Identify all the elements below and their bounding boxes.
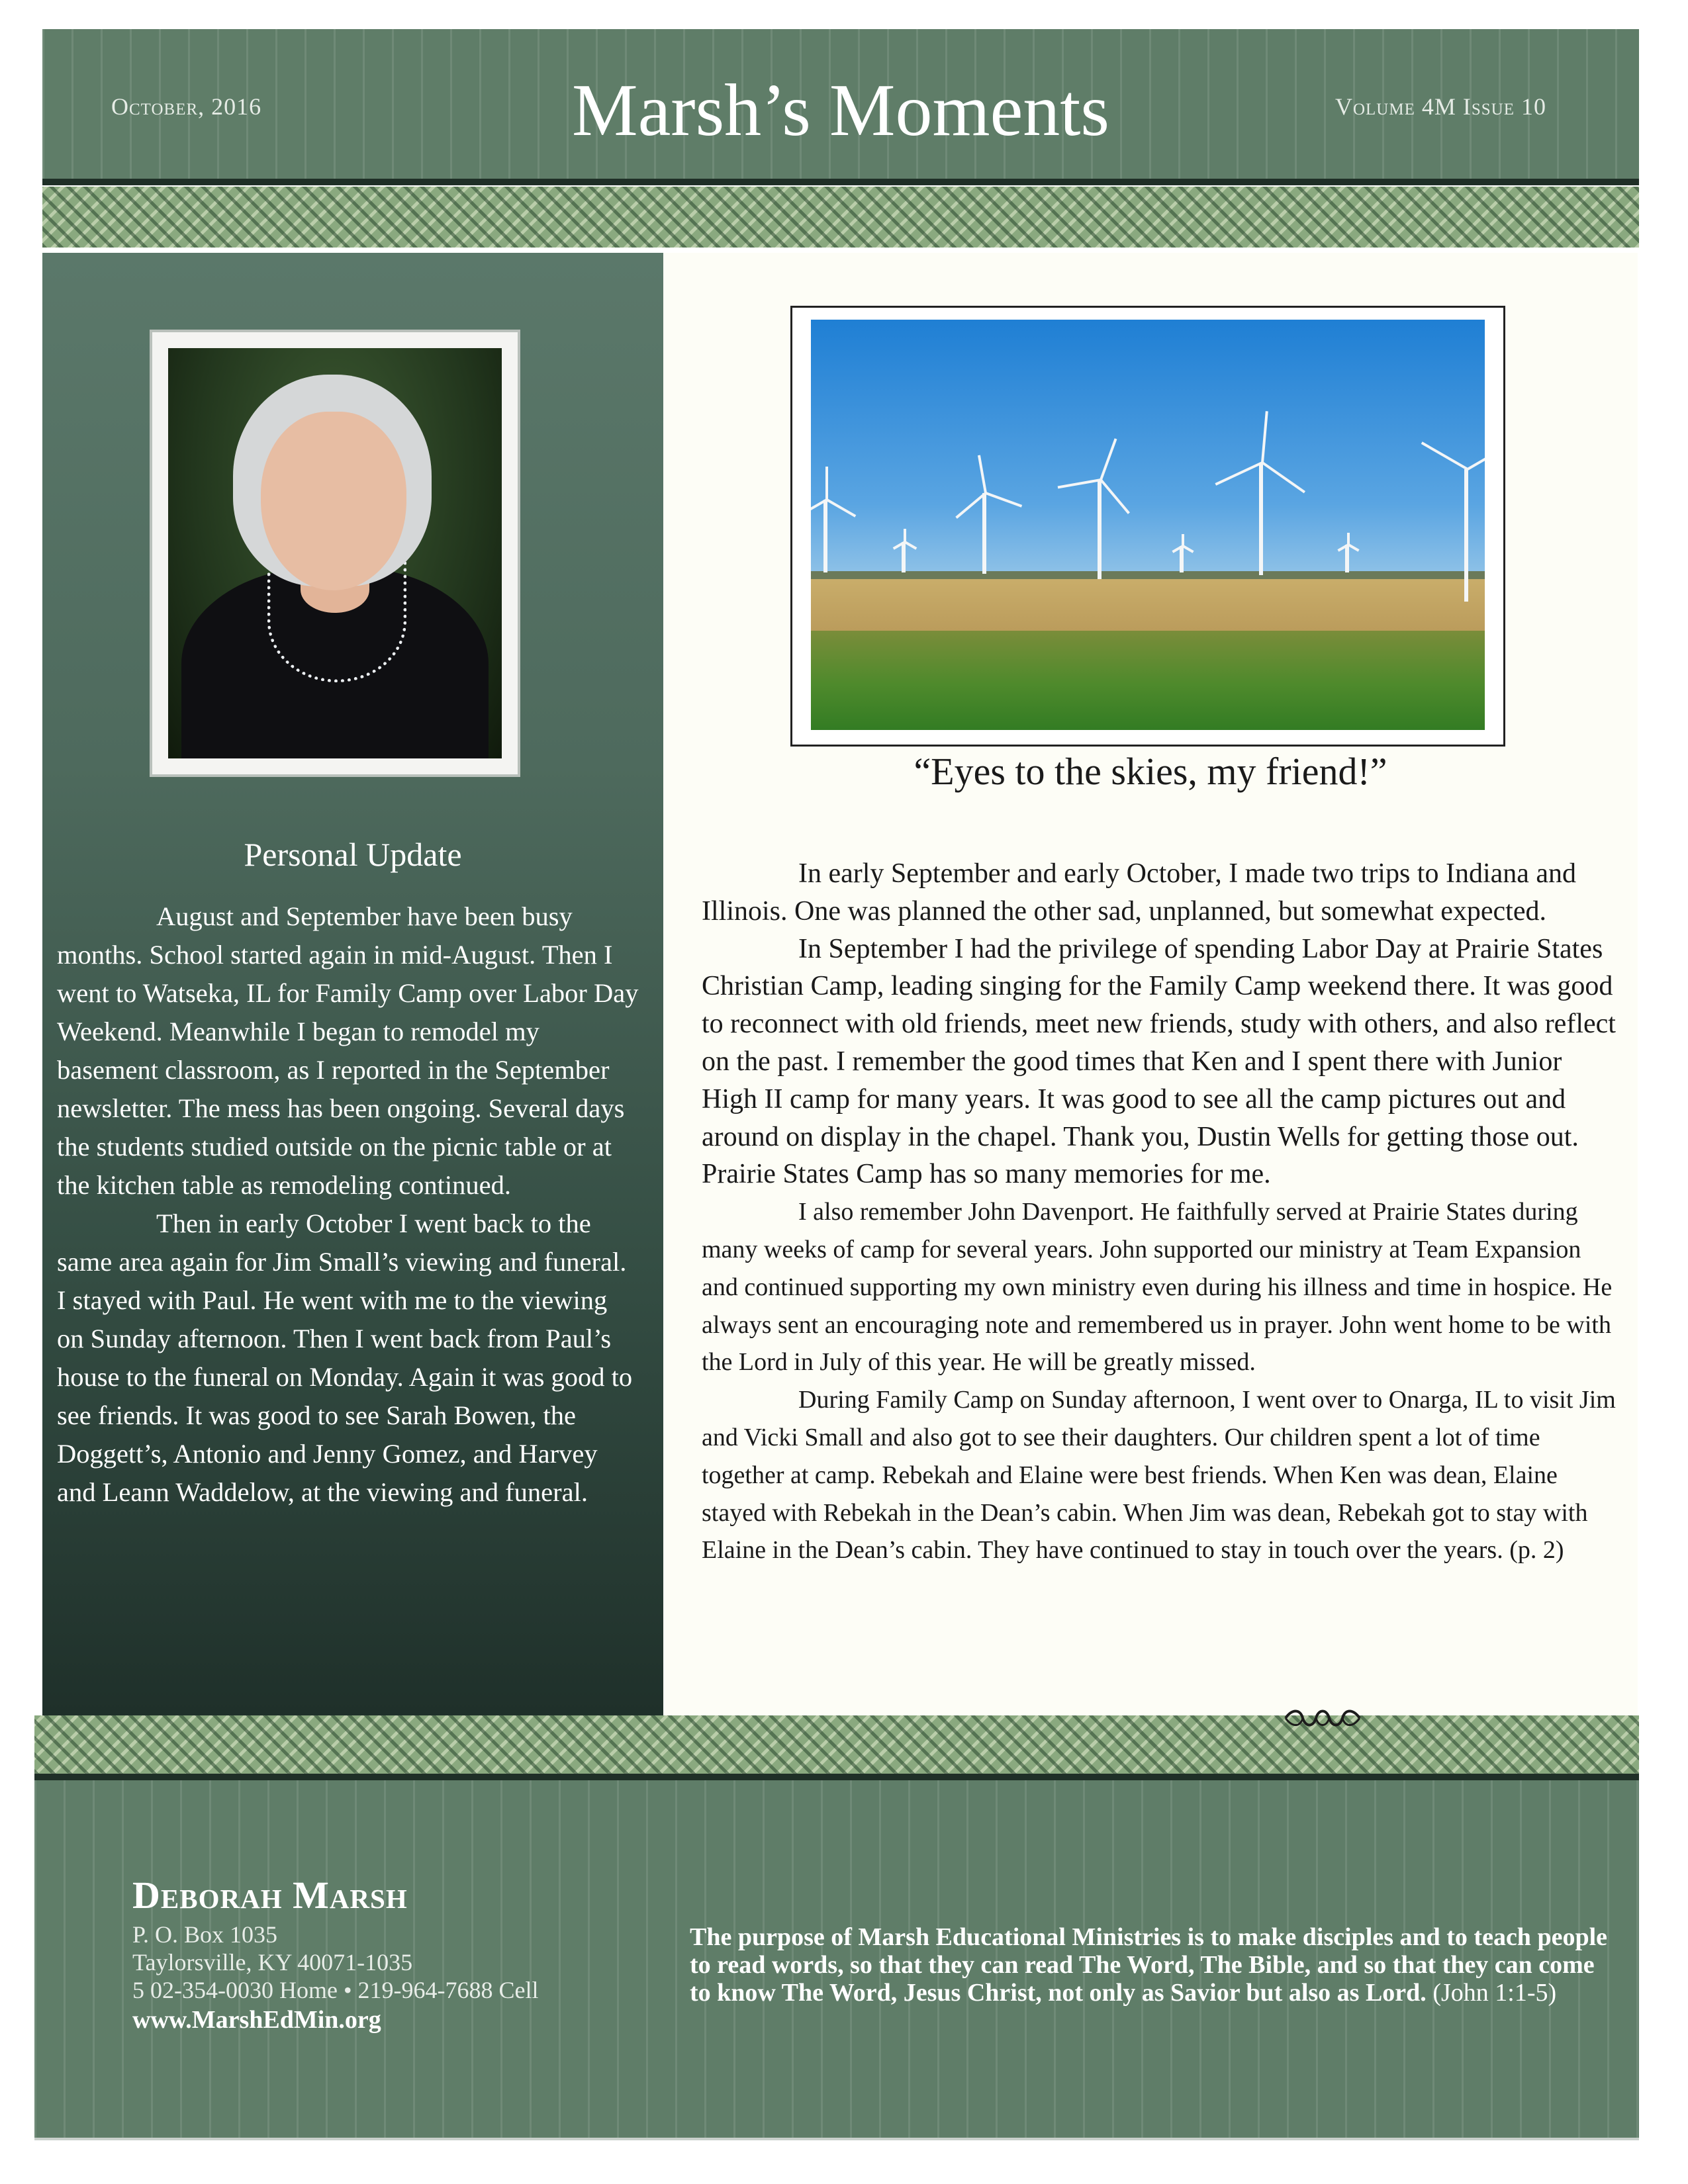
mission-reference: (John 1:1-5) (1432, 1979, 1557, 2007)
article-paragraph: I also remember John Davenport. He faithfully served at Prairie States during many weeks of camp for several years. John supported our ministry at Team Expansion and continued supporting my own ministry even during his illness and time in hospice. He always sent an encouraging note and remembered us in prayer. John went home to be with the Lord in July of this year. He will be greatly missed. (702, 1198, 1613, 1377)
sidebar-paragraph: Then in early October I went back to the same area again for Jim Small’s viewing and funeral. I stayed with Paul. He went with me to the viewing on Sunday afternoon. Then I went back from Paul’s house to the funeral on Monday. Again it was good to see friends. It was good to see Sarah Bowen, the Doggett’s, Antonio and Jenny Gomez, and Harvey and Leann Waddelow, at the viewing and funeral. (57, 1208, 633, 1507)
address-line-1: P. O. Box 1035 (132, 1921, 278, 1948)
sidebar-paragraph: August and September have been busy months. School started again in mid-August. Then I went to Watseka, IL for Family Camp over Labor Day Weekend. Meanwhile I began to remodel my basement classroom, as I reported in the September newsletter. The mess has been ongoing. Several days the students studied outside on the picnic table or at the kitchen table as remodeling continued. (57, 901, 639, 1200)
decorative-band-top (42, 187, 1639, 248)
photo-caption: “Eyes to the skies, my friend!” (914, 750, 1387, 793)
portrait-face-shape (261, 412, 406, 590)
mission-text: The purpose of Marsh Educational Ministries is to make disciples and to teach people to read words, so that they can read The Word, The Bible, and so that they can come to know The Word, Jesus Christ, not only as Savior but also as Lord. (690, 1923, 1607, 2007)
article-paragraph: In September I had the privilege of spending Labor Day at Prairie States Christian Camp, leading singing for the Family Camp weekend there. It was good to reconnect with old friends, meet new friends, study with others, and also reflect on the past. I remember the good times that Ken and I spent there with Junior High II camp for many years. It was good to see all the camp pictures out and around on display in the chapel. Thank you, Dustin Wells for getting those out. Prairie States Camp has so many memories for me. (702, 933, 1616, 1190)
newsletter-footer (34, 1780, 1639, 2138)
issue-volume: Volume 4M Issue 10 (1335, 93, 1546, 120)
phone-numbers: 5 02-354-0030 Home • 219-964-7688 Cell (132, 1977, 539, 2003)
scroll-ornament-icon (1283, 1706, 1362, 1730)
article-paragraph: In early September and early October, I made two trips to Indiana and Illinois. One was planned the other sad, unplanned, but somewhat expected. (702, 858, 1577, 927)
newsletter-title: Marsh’s Moments (572, 69, 1109, 152)
main-article (663, 253, 1638, 1715)
address-line-2: Taylorsville, KY 40071-1035 (132, 1949, 413, 1976)
photo-grass (811, 631, 1485, 730)
decorative-band-bottom (34, 1715, 1639, 1774)
article-paragraph: During Family Camp on Sunday afternoon, I went over to Onarga, IL to visit Jim and Vicki Small and also got to see their daughters. Our children spent a lot of time together at camp. Rebekah and Elaine were best friends. When Ken was dean, Elaine stayed with Rebekah in the Dean’s cabin. When Jim was dean, Rebekah got to stay with Elaine in the Dean’s cabin. They have continued to stay in touch over the years. (p. 2) (702, 1386, 1616, 1565)
portrait-photo (168, 348, 502, 758)
photo-frame (790, 306, 1505, 747)
author-name: Deborah Marsh (132, 1874, 408, 1917)
website-link[interactable]: www.MarshEdMin.org (132, 2006, 381, 2034)
wind-turbine-photo (811, 320, 1485, 730)
footer-rule (34, 1774, 1639, 1780)
issue-date: October, 2016 (111, 93, 262, 120)
article-body (702, 855, 1619, 1569)
header-rule (42, 179, 1639, 185)
sidebar-heading: Personal Update (244, 836, 462, 873)
sidebar-body (57, 897, 639, 1512)
sidebar-personal-update (42, 253, 663, 1715)
mission-statement (690, 1923, 1610, 2007)
portrait-frame (150, 330, 520, 777)
newsletter-header (42, 29, 1639, 179)
footer-edge (34, 2138, 1639, 2140)
